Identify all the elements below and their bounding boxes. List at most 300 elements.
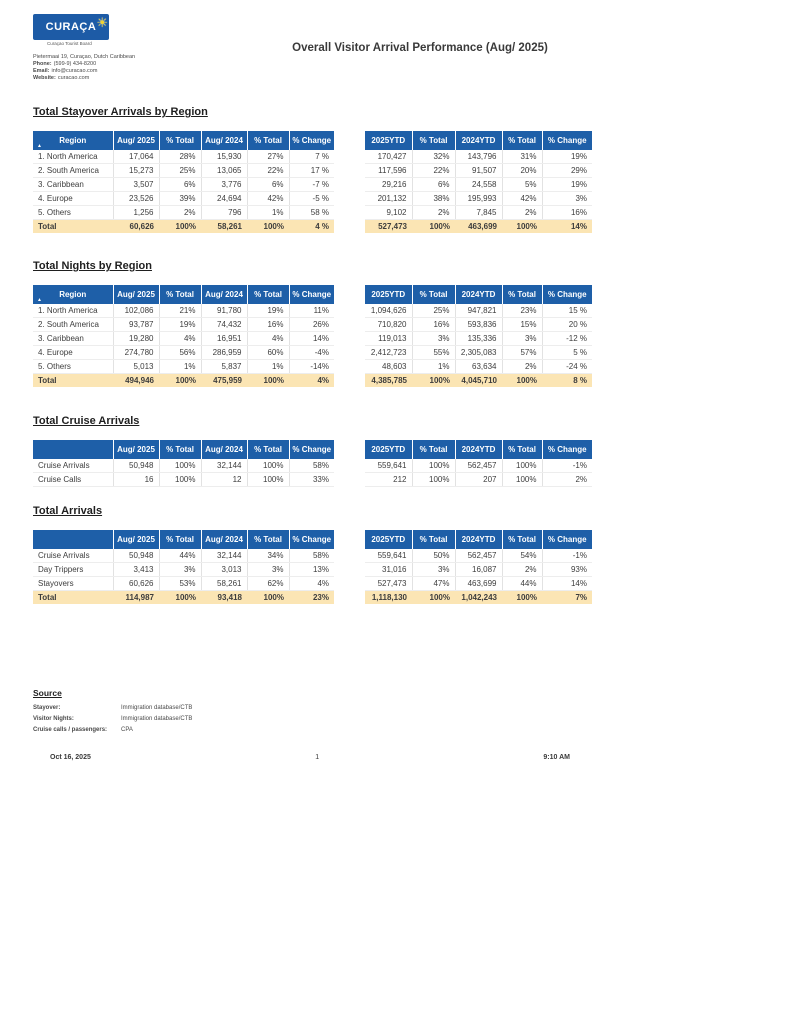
column-header[interactable] (33, 530, 113, 549)
column-header-label: Aug/ 2025 (117, 290, 155, 299)
address-block (33, 54, 135, 82)
column-header-label: % Total (419, 445, 448, 454)
cell-value: 34% (247, 549, 289, 563)
curacao-logo (33, 14, 153, 46)
column-header[interactable] (502, 530, 542, 549)
column-header[interactable] (159, 285, 201, 304)
cell-value: 91,507 (455, 164, 502, 178)
row-label: 5. Others (33, 206, 113, 220)
cell-value: 15,273 (113, 164, 159, 178)
table-row (365, 318, 592, 332)
cell-value: 58% (289, 459, 334, 473)
cell-value: 4 % (289, 220, 334, 234)
header-row (33, 131, 334, 150)
row-label: 1. North America (33, 304, 113, 318)
cell-value: 1% (412, 360, 455, 374)
email-value: info@curacao.com (51, 68, 98, 74)
section-heading: Total Arrivals (33, 505, 103, 517)
source-label: Stayover: (33, 705, 61, 711)
row-label: 1. North America (33, 150, 113, 164)
row-label: Cruise Calls (33, 473, 113, 487)
cell-value: -12 % (542, 332, 592, 346)
table-row (33, 473, 334, 487)
cell-value: 119,013 (365, 332, 412, 346)
column-header-label: % Total (508, 136, 536, 145)
column-header-label: 2024YTD (461, 290, 496, 299)
cell-value: 2% (502, 360, 542, 374)
column-header[interactable] (159, 530, 201, 549)
column-header[interactable] (247, 131, 289, 150)
column-header-label: % Change (292, 290, 332, 299)
cell-value: 13% (289, 563, 334, 577)
total-row (365, 374, 592, 388)
data-table (365, 530, 592, 604)
nights-month-table (33, 285, 334, 387)
total-row (33, 591, 334, 605)
cell-value: 11% (289, 304, 334, 318)
cell-value: 29,216 (365, 178, 412, 192)
cell-value: 170,427 (365, 150, 412, 164)
column-header-label: 2024YTD (461, 535, 496, 544)
cell-value: 559,641 (365, 549, 412, 563)
column-header[interactable] (289, 440, 334, 459)
cell-value: 50,948 (113, 549, 159, 563)
table-row (33, 304, 334, 318)
cruise-ytd-table (365, 440, 592, 487)
cell-value: 50,948 (113, 459, 159, 473)
row-label: 3. Caribbean (33, 178, 113, 192)
column-header[interactable] (33, 440, 113, 459)
column-header[interactable] (159, 440, 201, 459)
cell-value: 6% (159, 178, 201, 192)
cell-value: 463,699 (455, 220, 502, 234)
cell-value: 31,016 (365, 563, 412, 577)
header-row (33, 285, 334, 304)
cell-value: 60,626 (113, 577, 159, 591)
table-row (365, 332, 592, 346)
column-header[interactable] (113, 440, 159, 459)
section-cruise-arrivals (33, 414, 592, 487)
cell-value: 796 (201, 206, 247, 220)
column-header[interactable] (542, 131, 592, 150)
cell-value: 19% (247, 304, 289, 318)
column-header[interactable] (33, 285, 113, 304)
source-value: Immigration database/CTB (121, 705, 193, 711)
cell-value: 5% (502, 178, 542, 192)
table-row (33, 346, 334, 360)
tables-row (33, 440, 592, 487)
column-header[interactable] (201, 285, 247, 304)
cell-value: -24 % (542, 360, 592, 374)
cell-value: -7 % (289, 178, 334, 192)
cell-value: 33% (289, 473, 334, 487)
cell-value: 3,776 (201, 178, 247, 192)
source-item (33, 725, 192, 736)
row-label: Stayovers (33, 577, 113, 591)
cell-value: 31% (502, 150, 542, 164)
source-heading: Source (33, 688, 62, 698)
total-row (33, 374, 334, 388)
header-row (365, 285, 592, 304)
cell-value: 100% (159, 459, 201, 473)
cell-value: 93,418 (201, 591, 247, 605)
cell-value: 16,951 (201, 332, 247, 346)
data-table (33, 285, 334, 387)
cruise-month-table (33, 440, 334, 487)
column-header-label: 2025YTD (371, 535, 406, 544)
cell-value: 53% (159, 577, 201, 591)
website-line (33, 75, 135, 82)
source-label: Cruise calls / passengers: (33, 727, 108, 733)
row-label: Cruise Arrivals (33, 459, 113, 473)
data-table (33, 440, 334, 487)
cell-value: 100% (159, 591, 201, 605)
table-row (365, 360, 592, 374)
column-header-label: % Change (547, 290, 587, 299)
cell-value: 7% (542, 591, 592, 605)
cell-value: 100% (159, 220, 201, 234)
email-label: Email: (33, 68, 50, 74)
cell-value: 5,837 (201, 360, 247, 374)
column-header[interactable] (289, 131, 334, 150)
data-table (365, 131, 592, 233)
column-header-label: % Change (292, 535, 332, 544)
column-header[interactable] (201, 530, 247, 549)
cell-value: -14% (289, 360, 334, 374)
total-arrivals-ytd-table (365, 530, 592, 604)
cell-value: 117,596 (365, 164, 412, 178)
section-heading: Total Cruise Arrivals (33, 415, 140, 427)
cell-value: 710,820 (365, 318, 412, 332)
column-header[interactable] (455, 440, 502, 459)
cell-value: 32,144 (201, 549, 247, 563)
column-header[interactable] (412, 285, 455, 304)
column-header-label: Aug/ 2025 (117, 445, 155, 454)
cell-value: 100% (502, 374, 542, 388)
cell-value: 15,930 (201, 150, 247, 164)
cell-value: 56% (159, 346, 201, 360)
header-row (33, 530, 334, 549)
cell-value: 74,432 (201, 318, 247, 332)
source-block (33, 688, 192, 736)
column-header-label: 2025YTD (371, 445, 406, 454)
table-row (365, 459, 592, 473)
cell-value: 13,065 (201, 164, 247, 178)
cell-value: 38% (412, 192, 455, 206)
sort-ascending-icon: ▲ (37, 143, 42, 149)
column-header-label: % Total (254, 535, 282, 544)
data-table (365, 285, 592, 387)
header-row (33, 440, 334, 459)
cell-value: 4,045,710 (455, 374, 502, 388)
cell-value: 58,261 (201, 577, 247, 591)
cell-value: 58,261 (201, 220, 247, 234)
cell-value: 20% (502, 164, 542, 178)
column-header[interactable] (247, 285, 289, 304)
column-header[interactable] (113, 285, 159, 304)
column-header[interactable] (247, 440, 289, 459)
cell-value: 1% (159, 360, 201, 374)
cell-value: 135,336 (455, 332, 502, 346)
cell-value: 2,412,723 (365, 346, 412, 360)
cell-value: 1,256 (113, 206, 159, 220)
cell-value: 24,558 (455, 178, 502, 192)
column-header-label: % Total (419, 136, 448, 145)
column-header[interactable] (542, 440, 592, 459)
column-header[interactable] (542, 285, 592, 304)
column-header-label: % Change (547, 445, 587, 454)
row-label: 2. South America (33, 318, 113, 332)
row-label: 3. Caribbean (33, 332, 113, 346)
cell-value: 143,796 (455, 150, 502, 164)
footer-page-number: 1 (315, 754, 320, 761)
table-row (365, 577, 592, 591)
column-header-label: Aug/ 2024 (205, 535, 243, 544)
column-header-label: 2025YTD (371, 290, 406, 299)
cell-value: 60,626 (113, 220, 159, 234)
cell-value: 527,473 (365, 220, 412, 234)
column-header[interactable] (365, 530, 412, 549)
cell-value: 58% (289, 549, 334, 563)
data-table (365, 440, 592, 487)
footer-time: 9:10 AM (543, 754, 570, 761)
stayover-ytd-table (365, 131, 592, 233)
table-row (33, 150, 334, 164)
table-row (365, 164, 592, 178)
source-item (33, 714, 192, 725)
row-label: Cruise Arrivals (33, 549, 113, 563)
section-stayover-arrivals (33, 105, 592, 233)
cell-value: 463,699 (455, 577, 502, 591)
column-header-label: Region (59, 136, 87, 145)
row-label: 4. Europe (33, 346, 113, 360)
website-value: curacao.com (57, 75, 90, 81)
cell-value: 201,132 (365, 192, 412, 206)
column-header[interactable] (502, 440, 542, 459)
column-header[interactable] (502, 131, 542, 150)
table-row (33, 192, 334, 206)
column-header-label: % Total (166, 445, 194, 454)
cell-value: 19,280 (113, 332, 159, 346)
cell-value: 3,507 (113, 178, 159, 192)
cell-value: 7,845 (455, 206, 502, 220)
cell-value: 32% (412, 150, 455, 164)
email-line (33, 68, 135, 75)
column-header-label: Aug/ 2024 (205, 136, 243, 145)
phone-line (33, 61, 135, 68)
cell-value: 54% (502, 549, 542, 563)
column-header-label: % Total (419, 290, 448, 299)
cell-value: 100% (247, 220, 289, 234)
column-header-label: % Total (419, 535, 448, 544)
column-header[interactable] (113, 131, 159, 150)
cell-value: 2% (502, 563, 542, 577)
table-row (365, 178, 592, 192)
cell-value: 62% (247, 577, 289, 591)
total-row (33, 220, 334, 234)
cell-value: 3,013 (201, 563, 247, 577)
logo-box (33, 14, 109, 40)
cell-value: 100% (502, 220, 542, 234)
row-label: Day Trippers (33, 563, 113, 577)
column-header[interactable] (365, 131, 412, 150)
cell-value: 3% (412, 563, 455, 577)
column-header[interactable] (365, 285, 412, 304)
cell-value: 25% (159, 164, 201, 178)
cell-value: 100% (247, 374, 289, 388)
cell-value: 15% (502, 318, 542, 332)
cell-value: 50% (412, 549, 455, 563)
total-row (365, 591, 592, 605)
cell-value: -5 % (289, 192, 334, 206)
sort-ascending-icon: ▲ (37, 297, 42, 303)
source-item (33, 703, 192, 714)
cell-value: 3,413 (113, 563, 159, 577)
cell-value: 19% (542, 178, 592, 192)
total-row (365, 220, 592, 234)
cell-value: 212 (365, 473, 412, 487)
phone-label: Phone: (33, 61, 52, 67)
column-header-label: % Total (254, 290, 282, 299)
cell-value: 32,144 (201, 459, 247, 473)
cell-value: 3% (159, 563, 201, 577)
column-header[interactable] (455, 131, 502, 150)
cell-value: 17,064 (113, 150, 159, 164)
cell-value: 100% (159, 374, 201, 388)
column-header[interactable] (412, 440, 455, 459)
cell-value: 55% (412, 346, 455, 360)
cell-value: 475,959 (201, 374, 247, 388)
column-header-label: % Total (166, 136, 194, 145)
table-row (33, 164, 334, 178)
section-heading: Total Stayover Arrivals by Region (33, 106, 208, 118)
column-header-label: % Change (547, 535, 587, 544)
header-row (365, 440, 592, 459)
cell-value: 16% (542, 206, 592, 220)
cell-value: 47% (412, 577, 455, 591)
total-arrivals-month-table (33, 530, 334, 604)
cell-value: 1% (247, 360, 289, 374)
cell-value: 44% (159, 549, 201, 563)
column-header[interactable] (542, 530, 592, 549)
cell-value: 91,780 (201, 304, 247, 318)
column-header[interactable] (455, 285, 502, 304)
column-header[interactable] (289, 285, 334, 304)
column-header[interactable] (455, 530, 502, 549)
footer-date: Oct 16, 2025 (50, 754, 91, 761)
column-header[interactable] (502, 285, 542, 304)
cell-value: 100% (502, 459, 542, 473)
cell-value: 14% (542, 577, 592, 591)
cell-value: 100% (502, 473, 542, 487)
table-row (33, 549, 334, 563)
nights-ytd-table (365, 285, 592, 387)
cell-value: 100% (247, 591, 289, 605)
cell-value: 2% (502, 206, 542, 220)
column-header[interactable] (247, 530, 289, 549)
logo-subtitle: Curaçao Tourist Board (47, 41, 92, 46)
cell-value: 42% (502, 192, 542, 206)
cell-value: -1% (542, 549, 592, 563)
website-label: Website: (33, 75, 56, 81)
cell-value: 44% (502, 577, 542, 591)
table-row (33, 178, 334, 192)
logo-wordmark: CURAÇA (45, 21, 97, 33)
table-row (33, 318, 334, 332)
cell-value: 562,457 (455, 459, 502, 473)
column-header[interactable] (412, 530, 455, 549)
column-header[interactable] (412, 131, 455, 150)
section-total-arrivals (33, 504, 592, 604)
table-row (33, 360, 334, 374)
cell-value: 1,042,243 (455, 591, 502, 605)
cell-value: 5 % (542, 346, 592, 360)
cell-value: 100% (412, 220, 455, 234)
phone-value: (599-9) 434-8200 (53, 61, 97, 67)
tables-row (33, 285, 592, 387)
table-row (33, 459, 334, 473)
column-header-label: Aug/ 2024 (205, 445, 243, 454)
column-header-label: Aug/ 2025 (117, 535, 155, 544)
column-header[interactable] (289, 530, 334, 549)
column-header-label: Aug/ 2024 (205, 290, 243, 299)
column-header[interactable] (113, 530, 159, 549)
cell-value: 27% (247, 150, 289, 164)
row-label: 2. South America (33, 164, 113, 178)
cell-value: 4% (247, 332, 289, 346)
column-header-label: % Total (166, 535, 194, 544)
column-header[interactable] (159, 131, 201, 150)
cell-value: 57% (502, 346, 542, 360)
cell-value: 1% (247, 206, 289, 220)
table-row (365, 473, 592, 487)
column-header-label: % Total (508, 445, 536, 454)
table-row (365, 549, 592, 563)
cell-value: 14% (542, 220, 592, 234)
table-row (33, 577, 334, 591)
table-row (33, 563, 334, 577)
column-header-label: % Total (254, 445, 282, 454)
cell-value: 562,457 (455, 549, 502, 563)
cell-value: 15 % (542, 304, 592, 318)
source-label: Visitor Nights: (33, 716, 74, 722)
column-header[interactable] (365, 440, 412, 459)
cell-value: 100% (412, 459, 455, 473)
cell-value: -1% (542, 459, 592, 473)
column-header[interactable] (201, 440, 247, 459)
cell-value: 100% (412, 591, 455, 605)
cell-value: 9,102 (365, 206, 412, 220)
tables-row (33, 530, 592, 604)
stayover-month-table (33, 131, 334, 233)
cell-value: 286,959 (201, 346, 247, 360)
cell-value: 207 (455, 473, 502, 487)
column-header-label: % Change (292, 445, 332, 454)
column-header-label: Aug/ 2025 (117, 136, 155, 145)
cell-value: 5,013 (113, 360, 159, 374)
total-label: Total (33, 374, 113, 388)
column-header[interactable] (201, 131, 247, 150)
sun-icon: ☀ (96, 15, 108, 30)
cell-value: 23% (289, 591, 334, 605)
cell-value: 4% (289, 374, 334, 388)
cell-value: 3% (247, 563, 289, 577)
cell-value: 48,603 (365, 360, 412, 374)
column-header[interactable] (33, 131, 113, 150)
total-label: Total (33, 591, 113, 605)
table-row (33, 332, 334, 346)
cell-value: 494,946 (113, 374, 159, 388)
